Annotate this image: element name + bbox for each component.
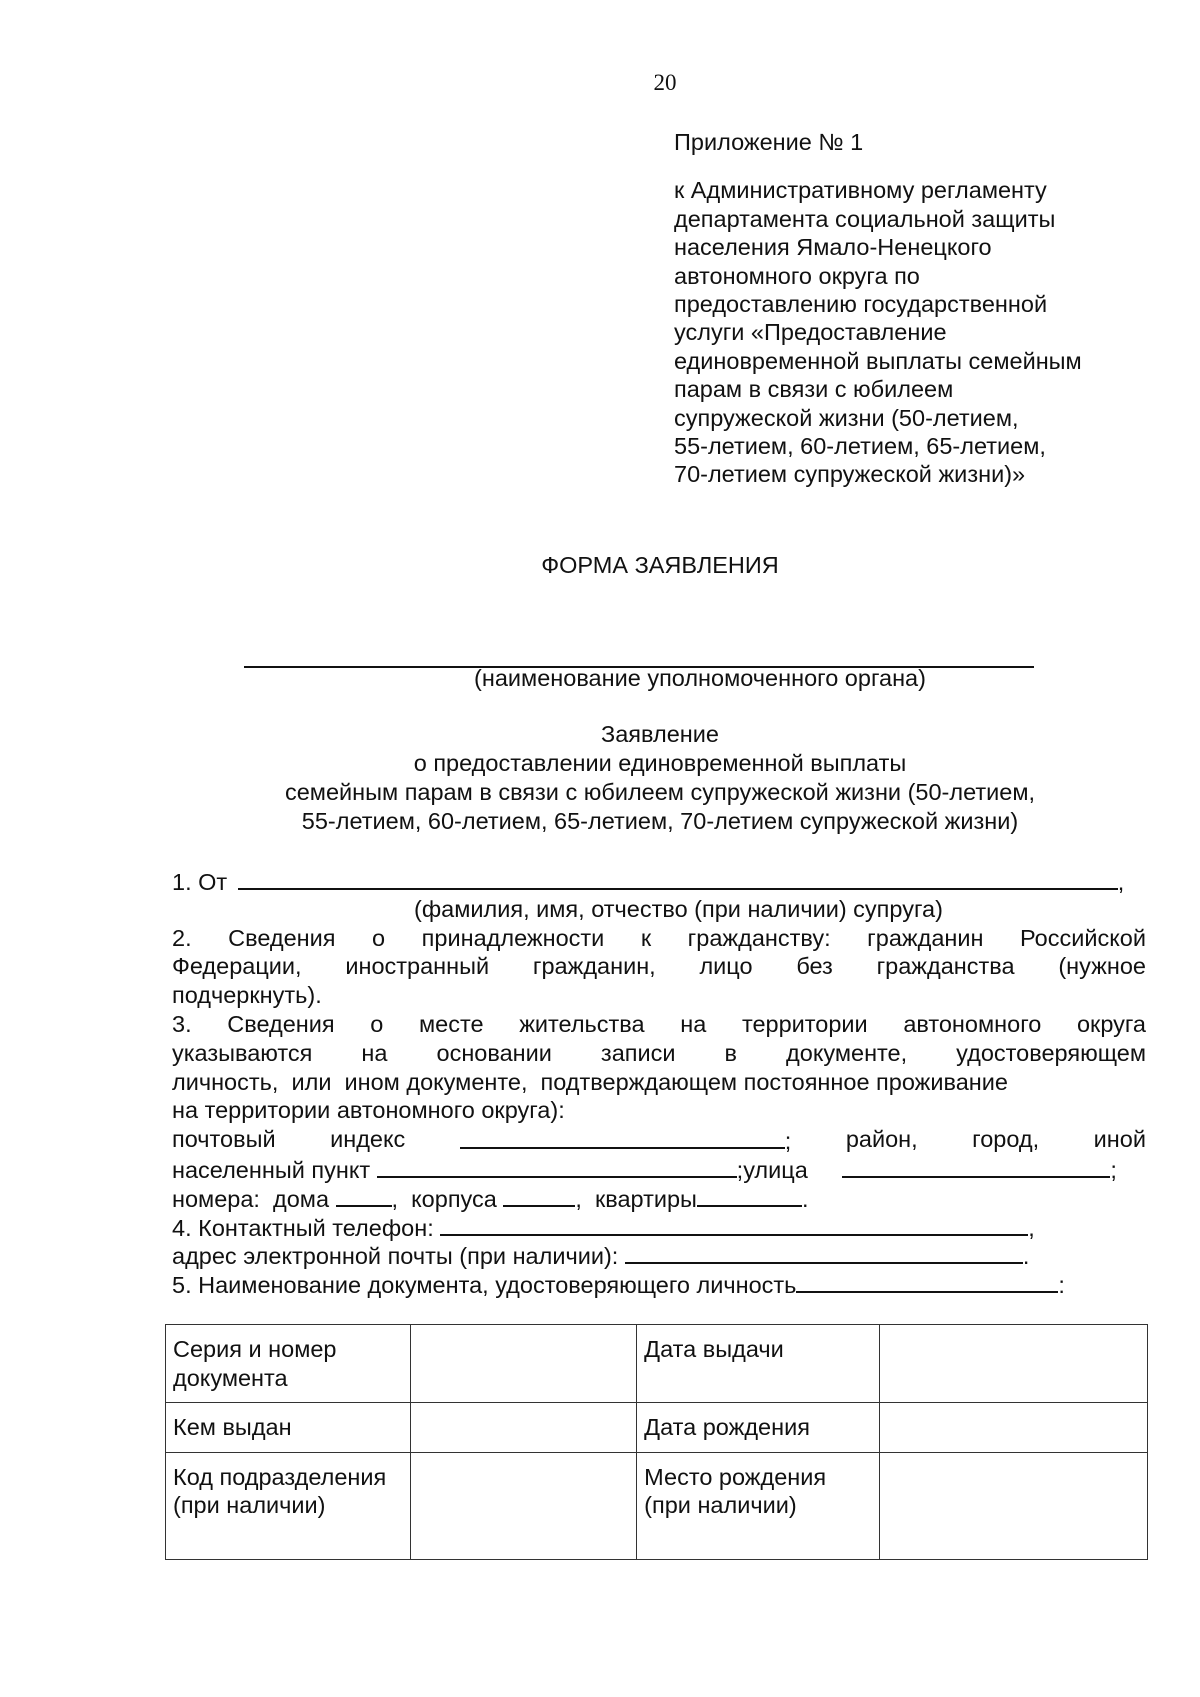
table-label-cell: Дата рождения	[637, 1403, 880, 1453]
numbers-end: .	[801, 1185, 809, 1212]
email-label: адрес электронной почты (при наличии):	[172, 1243, 619, 1270]
appendix-line: автономного округа по	[674, 262, 920, 289]
table-label-cell: Кем выдан	[166, 1403, 411, 1453]
statement-line: Заявление	[601, 721, 719, 747]
issue-date-cell[interactable]	[880, 1325, 1148, 1403]
street-label: ;улица	[736, 1156, 808, 1183]
appendix-line: предоставлению государственной	[674, 291, 1048, 318]
phone-field[interactable]	[440, 1212, 1028, 1236]
appendix-block	[674, 128, 1144, 489]
item-3-line: указываются на основании записи в документе, удостоверяющем	[172, 1039, 1146, 1066]
other-label: иной	[1093, 1126, 1146, 1153]
building-field[interactable]	[503, 1183, 575, 1207]
appendix-line: департамента социальной защиты	[674, 205, 1056, 232]
form-title: ФОРМА ЗАЯВЛЕНИЯ	[541, 552, 779, 578]
district-label: район,	[845, 1126, 918, 1153]
appendix-line: населения Ямало-Ненецкого	[674, 234, 992, 261]
birth-place-cell[interactable]	[880, 1452, 1148, 1559]
table-row	[166, 1452, 1148, 1559]
id-doc-label: 5. Наименование документа, удостоверяющего личность	[172, 1272, 797, 1299]
appendix-line: услуги «Предоставление	[674, 319, 947, 346]
organ-caption: (наименование уполномоченного органа)	[474, 665, 926, 691]
postal-semicolon: ;	[784, 1128, 792, 1155]
settlement-field[interactable]	[377, 1154, 737, 1178]
table-row	[166, 1325, 1148, 1403]
statement-title	[200, 720, 1120, 836]
apartment-field[interactable]	[697, 1183, 802, 1207]
postal-label: почтовый	[172, 1126, 276, 1153]
city-label: город,	[972, 1126, 1040, 1153]
statement-line: семейным парам в связи с юбилеем супружеской жизни (50-летием,	[284, 779, 1036, 805]
appendix-number: Приложение № 1	[674, 129, 864, 155]
form-body	[172, 866, 1146, 1298]
building-label: , корпуса	[391, 1185, 497, 1212]
phone-line	[172, 1212, 1146, 1241]
item-3-line: 3. Сведения о месте жительства на территории автономного округа	[172, 1010, 1146, 1037]
phone-end: ,	[1028, 1214, 1035, 1241]
item-3-line: на территории автономного округа):	[172, 1097, 565, 1124]
identity-document-table	[165, 1324, 1148, 1560]
item-1-prefix: 1. От	[172, 869, 228, 895]
table-row	[166, 1403, 1148, 1453]
house-label: номера: дома	[172, 1185, 330, 1212]
page-number: 20	[653, 70, 677, 95]
phone-label: 4. Контактный телефон:	[172, 1214, 434, 1241]
series-number-cell[interactable]	[411, 1325, 637, 1403]
item-1-caption: (фамилия, имя, отчество (при наличии) супруга)	[414, 895, 943, 922]
appendix-line: парам в связи с юбилеем	[674, 376, 954, 403]
item-2-line: 2. Сведения о принадлежности к гражданству: гражданин Российской	[172, 924, 1146, 951]
house-field[interactable]	[336, 1183, 392, 1207]
street-end: ;	[1110, 1156, 1117, 1183]
item-1-suffix: ,	[1117, 869, 1125, 895]
postal-line	[172, 1125, 1146, 1154]
appendix-line: единовременной выплаты семейным	[674, 347, 1082, 374]
email-line	[172, 1240, 1146, 1269]
numbers-line	[172, 1183, 1146, 1212]
applicant-name-field[interactable]	[238, 866, 1118, 890]
appendix-line: 55-летием, 60-летием, 65-летием,	[674, 433, 1046, 460]
item-2-line: Федерации, иностранный гражданин, лицо без гражданства (нужное	[172, 953, 1146, 980]
appendix-line: 70-летием супружеской жизни)»	[674, 461, 1026, 488]
settlement-line	[172, 1154, 1146, 1183]
postal-label: индекс	[330, 1126, 406, 1153]
email-field[interactable]	[625, 1240, 1023, 1264]
division-code-cell[interactable]	[411, 1452, 637, 1559]
statement-line: о предоставлении единовременной выплаты	[413, 750, 907, 776]
id-doc-field[interactable]	[796, 1269, 1058, 1293]
item-3-line: личность, или ином документе, подтверждающем постоянное проживание	[172, 1068, 1008, 1095]
id-doc-end: :	[1058, 1272, 1065, 1299]
table-label-cell: Место рождения (при наличии)	[637, 1452, 880, 1559]
table-label-cell: Серия и номер документа	[166, 1325, 411, 1403]
table-label-cell: Дата выдачи	[637, 1325, 880, 1403]
issued-by-cell[interactable]	[411, 1403, 637, 1453]
street-field[interactable]	[842, 1154, 1110, 1178]
statement-line: 55-летием, 60-летием, 65-летием, 70-летием супружеской жизни)	[301, 808, 1019, 834]
id-doc-line	[172, 1269, 1146, 1298]
settlement-label: населенный пункт	[172, 1156, 371, 1183]
table-label-cell: Код подразделения (при наличии)	[166, 1452, 411, 1559]
item-2-last: подчеркнуть).	[172, 982, 322, 1009]
postal-index-field[interactable]	[460, 1125, 785, 1149]
apartment-label: , квартиры	[575, 1185, 697, 1212]
birth-date-cell[interactable]	[880, 1403, 1148, 1453]
item-1-line	[172, 866, 1146, 895]
email-end: .	[1022, 1243, 1030, 1270]
appendix-line: супружеской жизни (50-летием,	[674, 404, 1019, 431]
appendix-line: к Административному регламенту	[674, 177, 1047, 204]
